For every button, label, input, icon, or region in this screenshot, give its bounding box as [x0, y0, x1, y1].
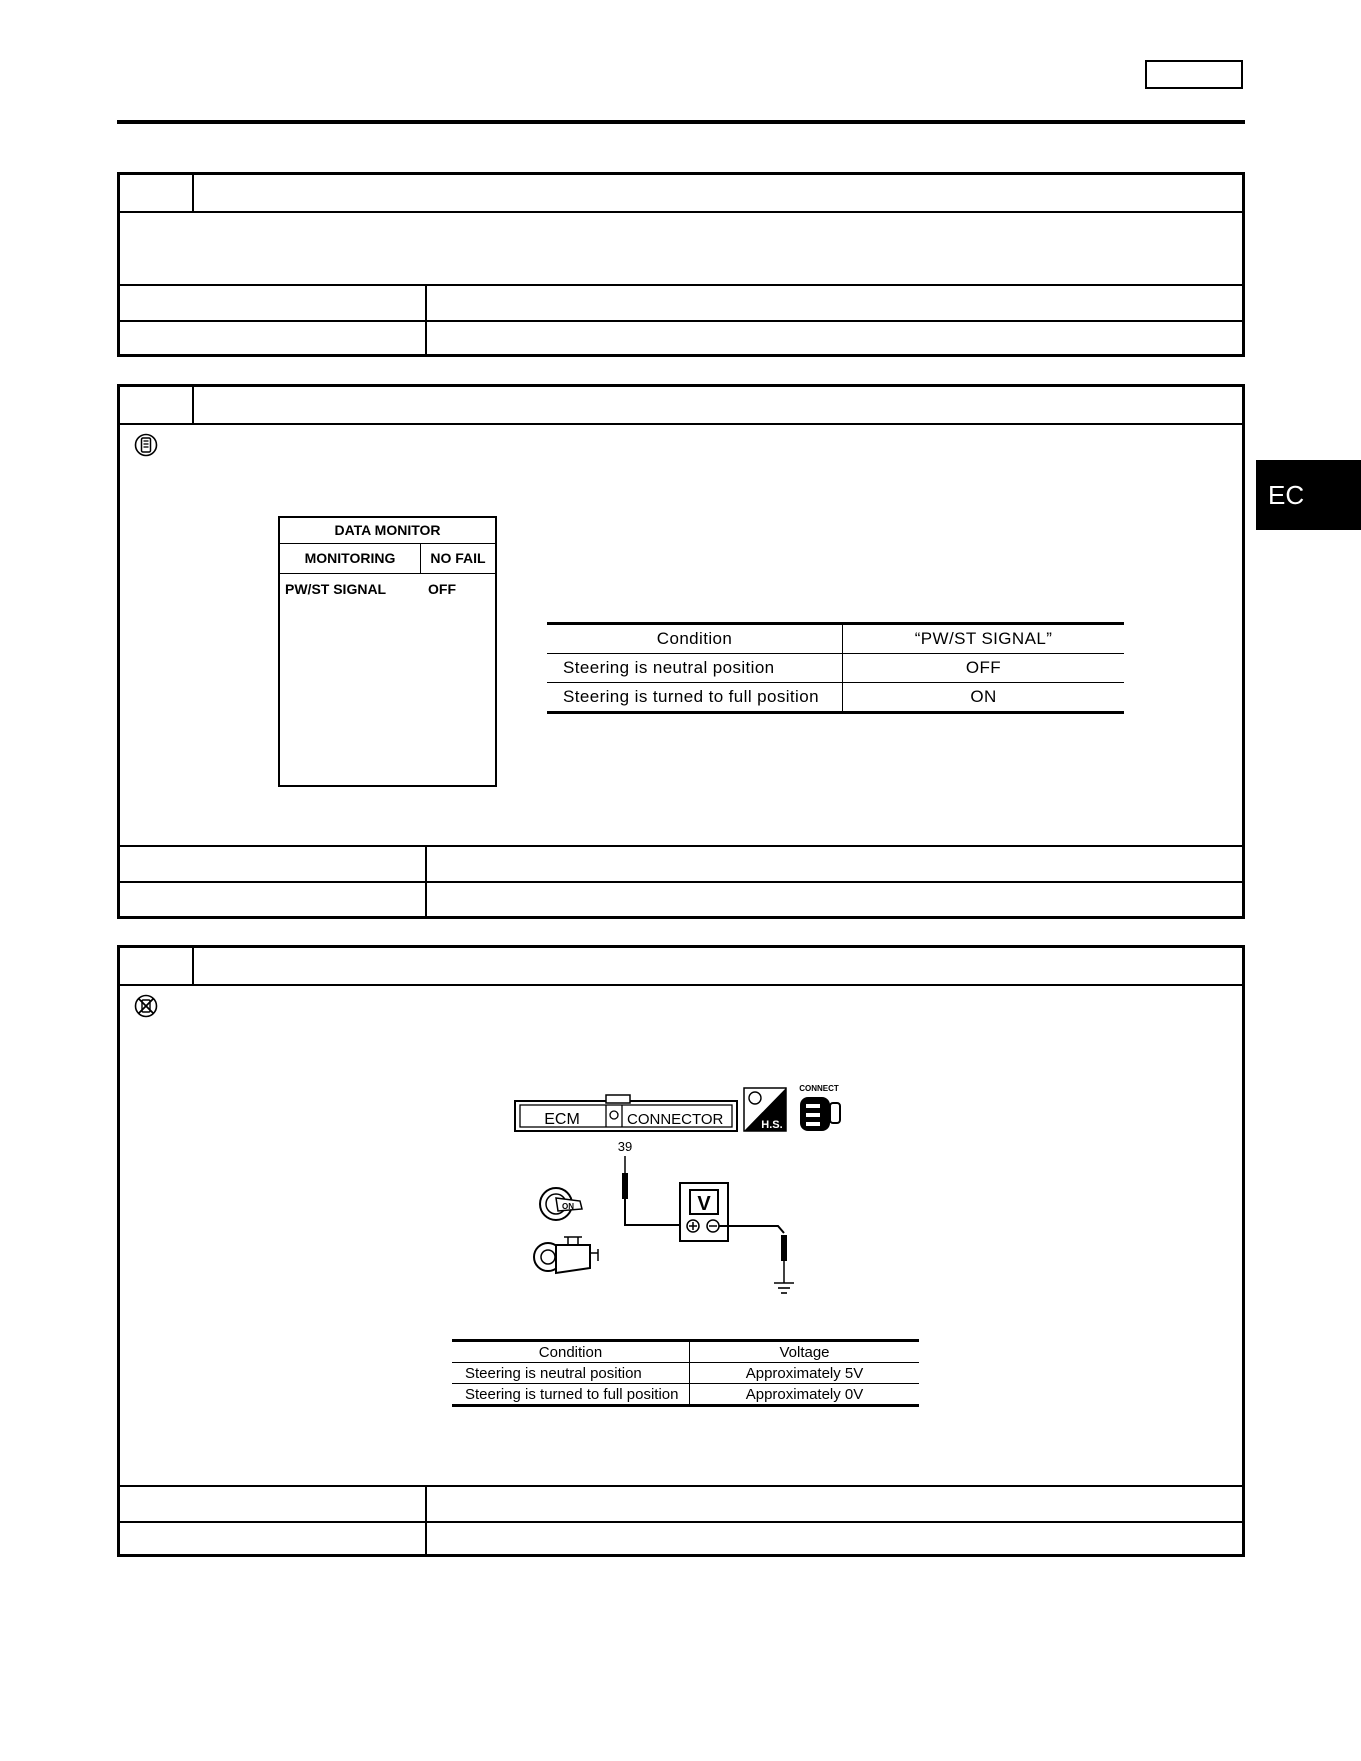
table-header-row: [452, 1342, 919, 1363]
result-label-cell: [120, 1523, 427, 1557]
value-cell: ON: [970, 687, 997, 706]
data-monitor-title: DATA MONITOR: [280, 518, 495, 544]
result-label-cell: [120, 847, 427, 881]
step-2-box: [117, 384, 1245, 919]
step-1-box: [117, 172, 1245, 357]
step-1-number-cell: [120, 175, 194, 211]
data-monitor-screen: [278, 516, 497, 787]
step-1-header: [120, 175, 1242, 213]
table-row: [547, 683, 1124, 712]
step-3-header: [120, 948, 1242, 986]
page-number-box: [1145, 60, 1243, 89]
step-2-result-row-1: [120, 845, 1242, 881]
connector-label: CONNECTOR: [627, 1111, 724, 1128]
condition-cell: Steering is turned to full position: [547, 683, 843, 712]
monitor-item-label: PW/ST SIGNAL: [285, 581, 387, 597]
voltage-cell: Approximately 0V: [745, 1385, 864, 1403]
consult-tool-icon: [134, 433, 158, 457]
condition-cell: Steering is turned to full position: [452, 1384, 690, 1405]
data-monitor-header: [280, 543, 495, 574]
header-rule: [117, 120, 1245, 124]
step-3-box: [117, 945, 1245, 1557]
table-row: [452, 1363, 919, 1384]
step-1-result-row-2: [120, 320, 1242, 356]
voltage-cell: Approximately 5V: [745, 1364, 864, 1382]
condition-header: Condition: [452, 1342, 690, 1363]
voltage-condition-table: [452, 1339, 919, 1407]
condition-header: Condition: [547, 625, 843, 654]
step-3-number-cell: [120, 948, 194, 984]
ecm-connector-diagram: [510, 1083, 900, 1313]
step-2-result-row-2: [120, 881, 1242, 917]
table-row: [452, 1384, 919, 1405]
step-3-result-row-1: [120, 1485, 1242, 1521]
step-1-result-row-1: [120, 284, 1242, 320]
no-fail-label: NO FAIL: [430, 550, 486, 566]
value-cell: OFF: [965, 658, 1002, 677]
step-2-header: [120, 387, 1242, 425]
hs-label: H.S.: [761, 1119, 783, 1131]
voltage-header: Voltage: [779, 1343, 830, 1361]
signal-header: “PW/ST SIGNAL”: [914, 629, 1053, 648]
result-label-cell: [120, 883, 427, 917]
step-3-result-row-2: [120, 1521, 1242, 1557]
side-tab-ec: EC: [1256, 460, 1361, 530]
condition-cell: Steering is neutral position: [547, 654, 843, 683]
ecm-label: ECM: [544, 1111, 580, 1128]
no-tools-icon: [134, 994, 158, 1018]
monitoring-label: MONITORING: [280, 543, 421, 573]
result-label-cell: [120, 1487, 427, 1521]
ignition-on-label: ON: [562, 1202, 574, 1211]
pwst-condition-table: [547, 622, 1124, 714]
connect-label: CONNECT: [799, 1084, 839, 1093]
table-row: [547, 654, 1124, 683]
table-header-row: [547, 625, 1124, 654]
terminal-number: 39: [617, 1139, 633, 1154]
monitor-item-value: OFF: [428, 581, 456, 597]
condition-cell: Steering is neutral position: [452, 1363, 690, 1384]
result-label-cell: [120, 322, 427, 356]
voltmeter-label: V: [697, 1193, 711, 1215]
step-2-number-cell: [120, 387, 194, 423]
result-label-cell: [120, 286, 427, 320]
